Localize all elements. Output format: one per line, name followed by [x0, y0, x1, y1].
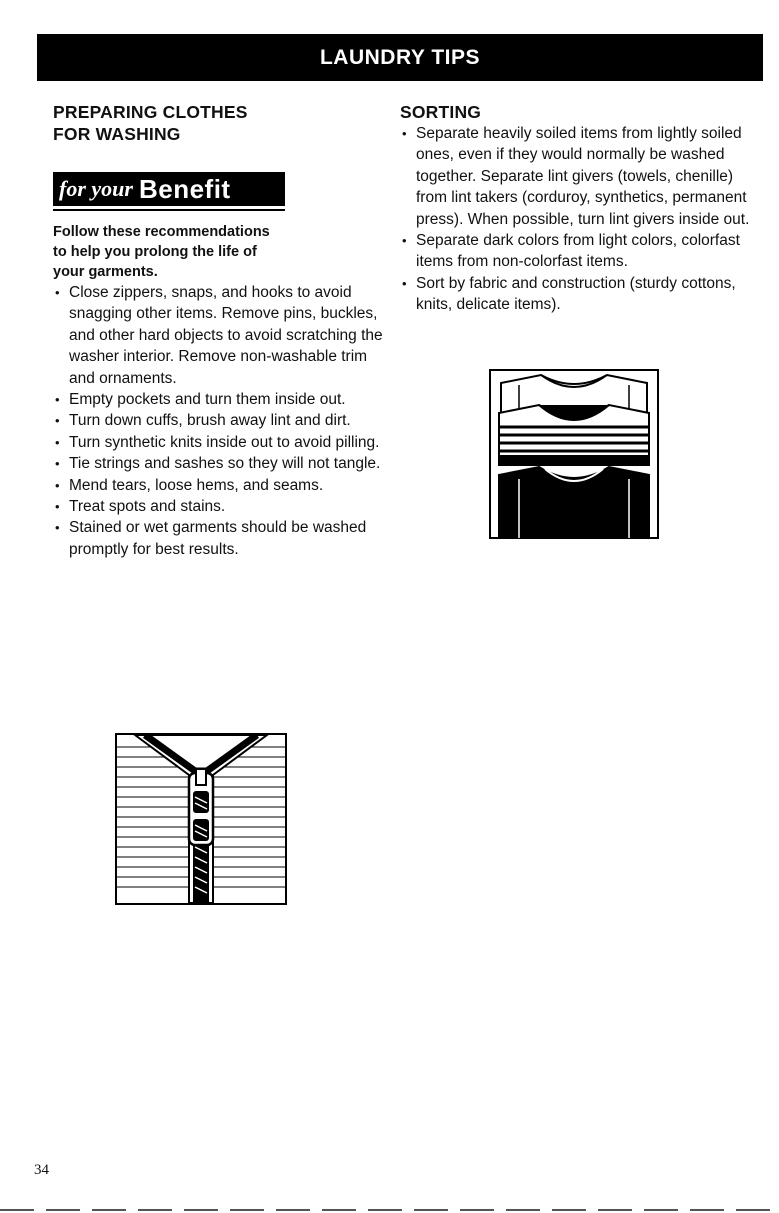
list-item: • Sort by fabric and construction (sturdy cottons, knits, delicate items).: [400, 273, 750, 316]
list-item: • Stained or wet garments should be washed promptly for best results.: [53, 517, 383, 560]
benefit-intro: [53, 222, 383, 282]
preparing-heading-line2: FOR WASHING: [53, 124, 181, 144]
list-item: • Separate dark colors from light colors, colorfast items from non-colorfast items.: [400, 230, 750, 273]
zipper-illustration: [115, 733, 287, 905]
preparing-list: [53, 282, 383, 560]
page-number: 34: [34, 1162, 49, 1178]
intro-line: to help you prolong the life of: [53, 244, 257, 260]
sorting-heading: SORTING: [400, 102, 482, 122]
for-your-benefit-badge: [53, 172, 285, 212]
preparing-heading: [53, 101, 383, 145]
banner-title: LAUNDRY TIPS: [319, 45, 480, 69]
bottom-dashed-rule: [0, 1209, 779, 1211]
sorted-shirts-illustration: [489, 369, 659, 539]
list-item: • Empty pockets and turn them inside out.: [53, 389, 383, 410]
list-item: • Turn down cuffs, brush away lint and dirt.: [53, 410, 383, 431]
sorting-column: [400, 101, 750, 316]
benefit-italic-text: for your: [59, 176, 133, 201]
list-item: • Mend tears, loose hems, and seams.: [53, 475, 383, 496]
preparing-heading-line1: PREPARING CLOTHES: [53, 102, 248, 122]
preparing-column: [53, 101, 383, 560]
benefit-underline: [53, 209, 285, 211]
list-item: • Close zippers, snaps, and hooks to avoid snagging other items. Remove pins, buckles, and other hard objects to avoid scratching the washer interior. Remove non-washable trim and ornaments.: [53, 282, 383, 389]
list-item: • Separate heavily soiled items from lightly soiled ones, even if they would normally be washed together. Separate lint givers (towels, chenille) from lint takers (corduroy, synthetics, permanent press). When possible, turn lint givers inside out.: [400, 123, 750, 230]
list-item: • Treat spots and stains.: [53, 496, 383, 517]
sorting-list: [400, 123, 750, 316]
intro-line: your garments.: [53, 264, 158, 280]
intro-line: Follow these recommendations: [53, 224, 270, 240]
section-banner: [37, 34, 763, 81]
list-item: • Turn synthetic knits inside out to avoid pilling.: [53, 432, 383, 453]
benefit-bold-text: Benefit: [138, 173, 231, 204]
list-item: • Tie strings and sashes so they will not tangle.: [53, 453, 383, 474]
